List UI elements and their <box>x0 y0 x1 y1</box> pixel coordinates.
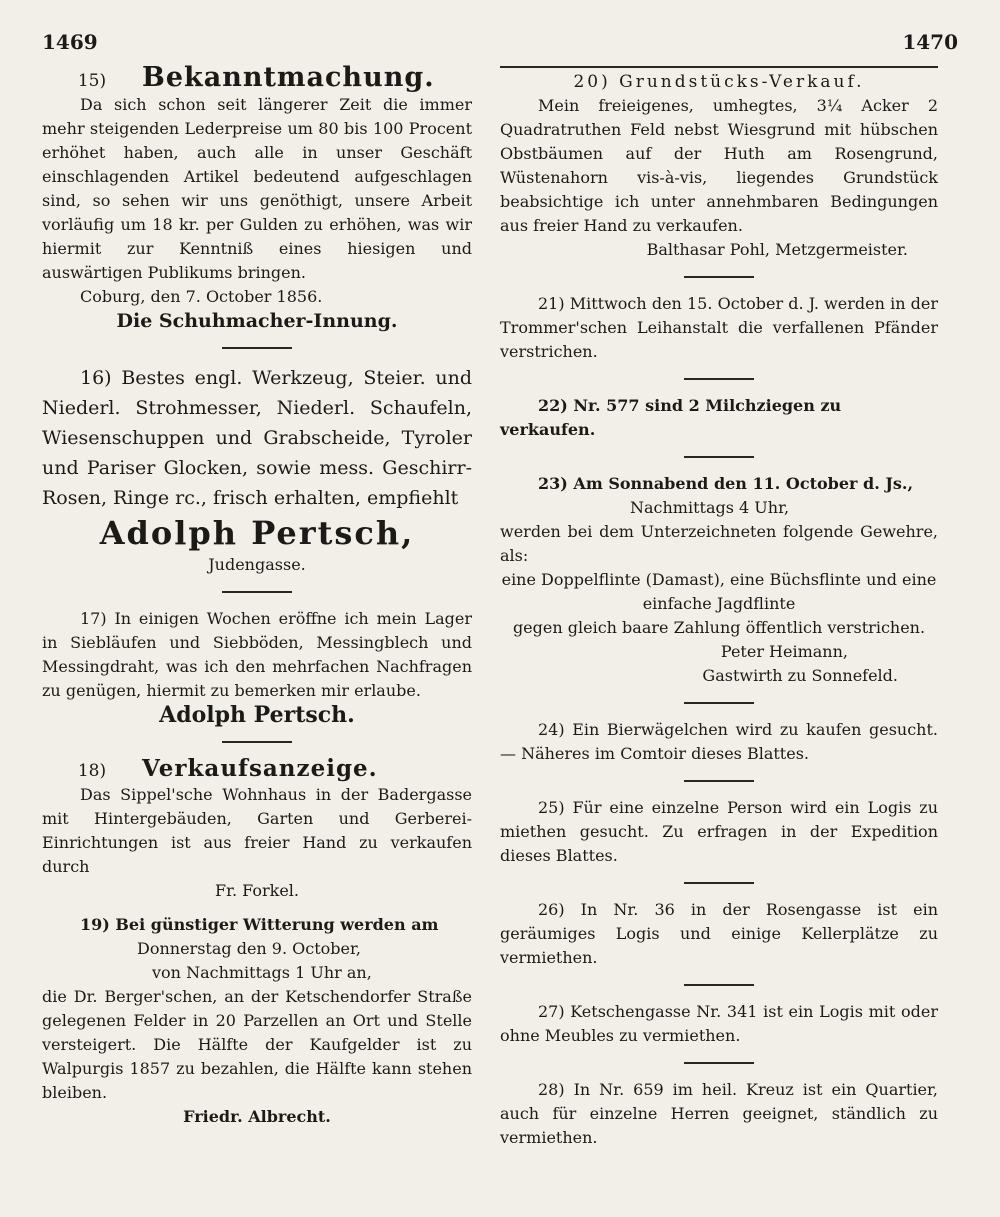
ad-body: Da sich schon seit längerer Zeit die immer mehr steigenden Lederpreise um 80 bis 100 Procent erhöhet haben, auch alle in unser Geschäft einschlagenden Artikel bedeutend aufgeschlagen sind, so sehen wir uns genöthigt, unsere Arbeit vorläufig um 18 kr. per Gulden zu erhöhen, was wir hiermit zur Kenntniß eines hiesigen und auswärtigen Publikums bringen. <box>42 95 472 282</box>
ad-body: 21) Mittwoch den 15. October d. J. werden in der Trommer'schen Leihanstalt die verfallenen Pfänder verstrichen. <box>500 294 938 361</box>
ad-number: 18) <box>77 761 107 781</box>
address: Judengasse. <box>208 555 306 574</box>
separator <box>684 984 754 986</box>
separator <box>222 591 292 593</box>
separator <box>684 702 754 704</box>
right-column <box>500 66 938 1150</box>
ad-title: Verkaufsanzeige. <box>142 755 378 782</box>
ad-body: 27) Ketschengasse Nr. 341 ist ein Logis mit oder ohne Meubles zu vermiethen. <box>500 1002 938 1045</box>
ad-16 <box>42 363 472 577</box>
ad-25 <box>500 796 938 868</box>
ad-body: 28) In Nr. 659 im heil. Kreuz ist ein Quartier, auch für einzelne Herren geeignet, ständlich zu vermiethen. <box>500 1080 938 1147</box>
left-column <box>42 62 472 1129</box>
page-number-left: 1469 <box>42 30 98 54</box>
signature: Peter Heimann, <box>720 642 848 661</box>
separator <box>684 276 754 278</box>
place-date: Coburg, den 7. October 1856. <box>80 287 323 306</box>
ad-27 <box>500 1000 938 1048</box>
ad-heading: 20) Grundstücks-Verkauf. <box>500 66 938 94</box>
auction-date: Donnerstag den 9. October, <box>137 939 361 958</box>
ad-20 <box>500 66 938 262</box>
signature: Die Schuhmacher-Innung. <box>116 310 398 332</box>
ad-21 <box>500 292 938 364</box>
page-number-right: 1470 <box>902 30 958 54</box>
ad-28 <box>500 1078 938 1150</box>
separator <box>222 741 292 743</box>
ad-body: Mein freieigenes, umhegtes, 3¼ Acker 2 Quadratruthen Feld nebst Wiesgrund mit hübschen Obstbäumen auf der Huth am Rosengrund, Wüstenahorn vis-à-vis, liegendes Grundstück beabsichtige ich unter annehmbaren Bedingungen aus freier Hand zu verkaufen. <box>500 96 938 235</box>
signature: Friedr. Albrecht. <box>183 1107 331 1126</box>
merchant-name: Adolph Pertsch. <box>159 702 355 728</box>
ad-23 <box>500 472 938 688</box>
item-list: eine Doppelflinte (Damast), eine Büchsflinte und eine einfache Jagdflinte <box>501 570 937 613</box>
signature: Balthasar Pohl, Metzgermeister. <box>646 240 908 259</box>
auction-intro: 19) Bei günstiger Witterung werden am <box>80 915 439 934</box>
ad-body: 25) Für eine einzelne Person wird ein Logis zu miethen gesucht. Zu erfragen in der Expedition dieses Blattes. <box>500 798 938 865</box>
separator <box>684 456 754 458</box>
auction-time: Nachmittags 4 Uhr, <box>630 498 790 517</box>
ad-17 <box>42 607 472 727</box>
separator <box>222 347 292 349</box>
ad-body: 24) Ein Bierwägelchen wird zu kaufen gesucht. — Näheres im Comtoir dieses Blattes. <box>500 720 938 763</box>
ad-body-end: gegen gleich baare Zahlung öffentlich verstrichen. <box>512 618 926 637</box>
ad-22 <box>500 394 938 442</box>
ad-body: 17) In einigen Wochen eröffne ich mein Lager in Siebläufen und Siebböden, Messingblech und Messingdraht, was ich den mehrfachen Nachfragen zu genügen, hiermit zu bemerken mir erlaube. <box>42 609 472 700</box>
signature-place: Gastwirth zu Sonnefeld. <box>702 666 898 685</box>
auction-time: von Nachmittags 1 Uhr an, <box>152 963 372 982</box>
separator <box>684 882 754 884</box>
ad-18 <box>42 757 472 903</box>
ad-body: Das Sippel'sche Wohnhaus in der Badergasse mit Hintergebäuden, Garten und Gerberei-Einrichtungen ist aus freier Hand zu verkaufen durch <box>42 785 472 876</box>
signature: Fr. Forkel. <box>214 881 300 900</box>
separator <box>684 780 754 782</box>
ad-body: 26) In Nr. 36 in der Rosengasse ist ein geräumiges Logis und einige Kellerplätze zu vermiethen. <box>500 900 938 967</box>
ad-24 <box>500 718 938 766</box>
ad-19 <box>42 913 472 1129</box>
separator <box>684 378 754 380</box>
auction-intro: 23) Am Sonnabend den 11. October d. Js., <box>538 474 914 493</box>
ad-number: 15) <box>77 71 107 91</box>
ad-body: die Dr. Berger'schen, an der Ketschendorfer Straße gelegenen Felder in 20 Parzellen an Ort und Stelle versteigert. Die Hälfte der Kaufgelder ist zu Walpurgis 1857 zu bezahlen, die Hälfte kann stehen bleiben. <box>42 987 472 1102</box>
ad-body: 16) Bestes engl. Werkzeug, Steier. und Niederl. Strohmesser, Niederl. Schaufeln, Wiesenschuppen und Grabscheide, Tyroler und Pariser Glocken, sowie mess. Geschirr-Rosen, Ringe rc., frisch erhalten, empfiehlt <box>42 367 472 509</box>
ad-title: Bekanntmachung. <box>142 62 435 93</box>
merchant-name: Adolph Pertsch, <box>99 514 415 552</box>
separator <box>684 1062 754 1064</box>
ad-26 <box>500 898 938 970</box>
ad-15 <box>42 62 472 333</box>
ad-body: 22) Nr. 577 sind 2 Milchziegen zu verkaufen. <box>500 396 842 439</box>
ad-body: werden bei dem Unterzeichneten folgende Gewehre, als: <box>500 522 938 565</box>
